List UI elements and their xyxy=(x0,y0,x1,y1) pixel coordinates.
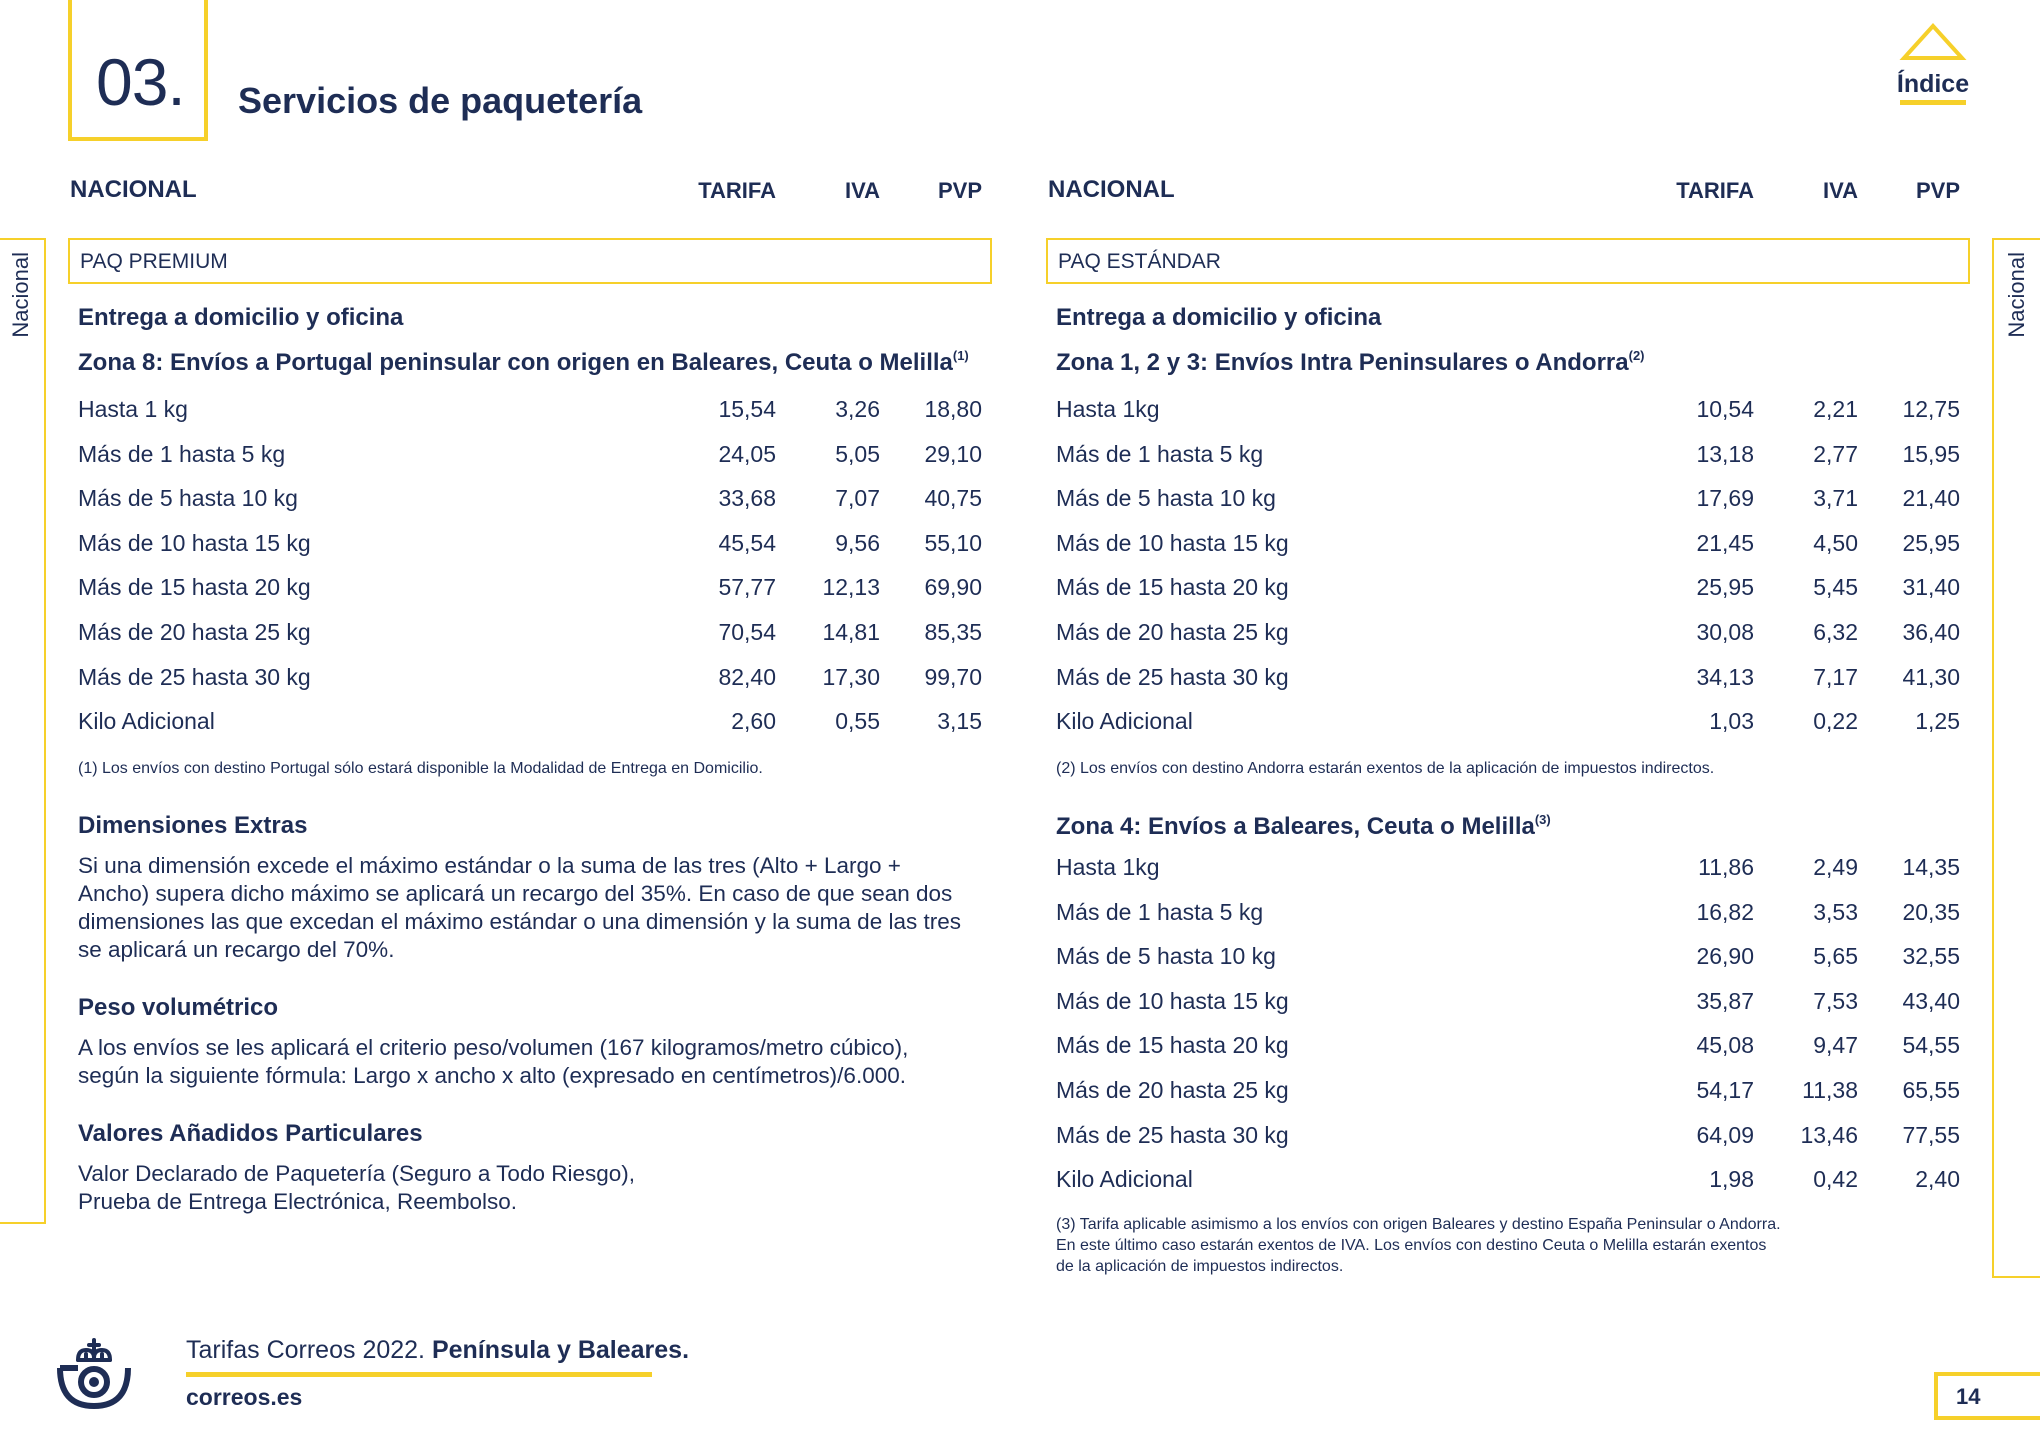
page-number: 14 xyxy=(1956,1384,1981,1409)
footer-title xyxy=(186,1336,689,1365)
rate-iva-value: 5,65 xyxy=(1813,943,1858,970)
triangle-up-icon xyxy=(1898,22,1968,62)
right-footnote-b-line-3: de la aplicación de impuestos indirectos. xyxy=(1056,1258,1344,1275)
rate-weight-label: Más de 25 hasta 30 kg xyxy=(78,663,311,690)
dimensions-text xyxy=(78,852,978,964)
volumetric-weight-line-2: según la siguiente fórmula: Largo x ancho x alto (expresado en centímetros)/6.000. xyxy=(78,1063,906,1088)
right-col-tarifa: TARIFA xyxy=(1676,178,1754,203)
right-zone-a-footnote-ref: (2) xyxy=(1628,348,1645,363)
rate-iva-value: 4,50 xyxy=(1813,529,1858,556)
rate-pvp-value: 31,40 xyxy=(1902,574,1960,601)
rate-weight-label: Hasta 1 kg xyxy=(78,396,188,422)
rate-pvp-value: 29,10 xyxy=(924,440,982,467)
dimensions-line-1: Si una dimensión excede el máximo estándar o la suma de las tres (Alto + Largo + xyxy=(78,853,901,878)
product-name: PAQ ESTÁNDAR xyxy=(1058,250,1221,273)
rate-tarifa-value: 30,08 xyxy=(1696,619,1754,645)
rate-tarifa-value: 16,82 xyxy=(1696,898,1754,925)
rate-tarifa-value: 54,17 xyxy=(1696,1077,1754,1103)
dimensions-line-4: se aplicará un recargo del 70%. xyxy=(78,937,395,962)
index-label: Índice xyxy=(1896,70,1970,98)
rate-iva-value: 0,55 xyxy=(835,708,880,735)
rate-pvp-value: 69,90 xyxy=(924,574,982,601)
rate-row xyxy=(78,483,992,519)
product-name: PAQ PREMIUM xyxy=(80,250,228,273)
rate-iva-value: 7,17 xyxy=(1813,663,1858,690)
added-values-line-2: Prueba de Entrega Electrónica, Reembolso. xyxy=(78,1189,518,1214)
rate-pvp-value: 65,55 xyxy=(1902,1077,1960,1103)
left-col-tarifa: TARIFA xyxy=(698,178,776,203)
volumetric-weight-title: Peso volumétrico xyxy=(78,994,279,1021)
rate-pvp-value: 20,35 xyxy=(1902,898,1960,925)
page-number-box xyxy=(1934,1372,2040,1420)
right-subtitle: Entrega a domicilio y oficina xyxy=(1056,304,1382,331)
rate-pvp-value: 25,95 xyxy=(1902,529,1960,556)
rate-weight-label: Kilo Adicional xyxy=(1056,708,1193,735)
correos-logo-icon xyxy=(56,1338,132,1410)
rate-row xyxy=(1056,941,1970,977)
rate-pvp-value: 32,55 xyxy=(1902,943,1960,970)
section-number: 03. xyxy=(96,45,185,119)
rate-row xyxy=(1056,483,1970,519)
rate-tarifa-value: 21,45 xyxy=(1696,529,1754,556)
right-zone-a-title-text: Zona 1, 2 y 3: Envíos Intra Peninsulares o Andorra xyxy=(1056,349,1629,376)
rate-pvp-value: 2,40 xyxy=(1915,1166,1960,1193)
right-footnote-b xyxy=(1056,1214,1781,1277)
rate-row xyxy=(1056,897,1970,933)
side-tab-right xyxy=(1992,238,2040,1278)
right-col-pvp: PVP xyxy=(1915,178,1960,203)
rate-pvp-value: 14,35 xyxy=(1902,854,1960,880)
dimensions-line-2: Ancho) supera dicho máximo se aplicará un recargo del 35%. En caso de que sean dos xyxy=(78,881,953,906)
left-subtitle: Entrega a domicilio y oficina xyxy=(78,304,404,331)
rate-iva-value: 5,05 xyxy=(835,440,880,467)
rate-weight-label: Más de 5 hasta 10 kg xyxy=(78,485,298,512)
rate-iva-value: 0,42 xyxy=(1813,1166,1858,1193)
rate-iva-value: 9,47 xyxy=(1813,1032,1858,1059)
side-tab-left-label: Nacional xyxy=(8,252,33,338)
rate-tarifa-value: 10,54 xyxy=(1696,396,1754,422)
rate-row xyxy=(78,706,992,742)
rate-row xyxy=(78,439,992,475)
page-title: Servicios de paquetería xyxy=(238,80,643,121)
rate-tarifa-value: 82,40 xyxy=(718,663,776,690)
rate-iva-value: 7,07 xyxy=(835,485,880,512)
rate-iva-value: 3,71 xyxy=(1813,485,1858,512)
left-heading: NACIONAL xyxy=(70,176,197,203)
rate-pvp-value: 43,40 xyxy=(1902,987,1960,1014)
rate-row xyxy=(1056,572,1970,608)
rate-weight-label: Más de 10 hasta 15 kg xyxy=(78,529,311,556)
rate-tarifa-value: 45,08 xyxy=(1696,1032,1754,1059)
rate-tarifa-value: 45,54 xyxy=(718,529,776,556)
rate-tarifa-value: 57,77 xyxy=(718,574,776,601)
rate-row xyxy=(1056,439,1970,475)
rate-tarifa-value: 33,68 xyxy=(718,485,776,512)
rate-iva-value: 7,53 xyxy=(1813,987,1858,1014)
product-box-estandar xyxy=(1046,238,1970,284)
rate-row xyxy=(78,572,992,608)
rate-row xyxy=(1056,662,1970,698)
left-zone-title xyxy=(78,348,969,377)
right-column xyxy=(1046,172,1970,1275)
rate-tarifa-value: 15,54 xyxy=(718,396,776,422)
footer-url-link[interactable]: correos.es xyxy=(186,1384,303,1410)
rate-iva-value: 3,26 xyxy=(835,396,880,422)
left-column-header xyxy=(68,172,992,216)
rate-tarifa-value: 2,60 xyxy=(731,708,776,735)
rate-row xyxy=(1056,1075,1970,1111)
section-number-box xyxy=(68,0,208,141)
rate-iva-value: 13,46 xyxy=(1800,1121,1858,1148)
rate-tarifa-value: 1,03 xyxy=(1709,708,1754,735)
rate-tarifa-value: 64,09 xyxy=(1696,1121,1754,1148)
rate-pvp-value: 15,95 xyxy=(1902,440,1960,467)
rate-weight-label: Más de 1 hasta 5 kg xyxy=(1056,898,1264,925)
rate-iva-value: 11,38 xyxy=(1802,1077,1858,1103)
rate-tarifa-value: 70,54 xyxy=(718,619,776,645)
rate-iva-value: 17,30 xyxy=(822,663,880,690)
rate-tarifa-value: 34,13 xyxy=(1696,663,1754,690)
rate-pvp-value: 41,30 xyxy=(1902,663,1960,690)
left-col-iva: IVA xyxy=(844,178,880,203)
left-zone-footnote-ref: (1) xyxy=(952,348,969,363)
rate-weight-label: Más de 15 hasta 20 kg xyxy=(78,574,311,601)
right-zone-a-title xyxy=(1056,348,1645,377)
rate-row xyxy=(78,617,992,653)
rate-weight-label: Más de 1 hasta 5 kg xyxy=(78,440,286,467)
rate-row xyxy=(78,394,992,430)
rate-tarifa-value: 17,69 xyxy=(1696,485,1754,512)
rate-row xyxy=(1056,1120,1970,1156)
rate-weight-label: Más de 20 hasta 25 kg xyxy=(1056,619,1289,645)
rate-weight-label: Más de 1 hasta 5 kg xyxy=(1056,440,1264,467)
rate-row xyxy=(1056,1164,1970,1200)
rate-tarifa-value: 26,90 xyxy=(1696,943,1754,970)
rate-weight-label: Más de 5 hasta 10 kg xyxy=(1056,943,1276,970)
footer-underline xyxy=(186,1372,652,1377)
rate-pvp-value: 1,25 xyxy=(1915,708,1960,735)
rate-weight-label: Más de 10 hasta 15 kg xyxy=(1056,987,1289,1014)
rate-row xyxy=(1056,394,1970,430)
rate-tarifa-value: 13,18 xyxy=(1696,440,1754,467)
rate-iva-value: 14,81 xyxy=(822,619,880,645)
index-link[interactable] xyxy=(1896,22,1970,106)
left-zone-title-text: Zona 8: Envíos a Portugal peninsular con origen en Baleares, Ceuta o Melilla xyxy=(78,349,953,376)
side-tab-left xyxy=(0,238,46,1224)
rate-pvp-value: 36,40 xyxy=(1902,619,1960,645)
volumetric-weight-line-1: A los envíos se les aplicará el criterio peso/volumen (167 kilogramos/metro cúbico), xyxy=(78,1035,909,1060)
rate-tarifa-value: 25,95 xyxy=(1696,574,1754,601)
volumetric-weight-text xyxy=(78,1034,978,1090)
index-underline xyxy=(1900,100,1966,105)
side-tab-right-label: Nacional xyxy=(2004,252,2029,338)
rate-iva-value: 2,49 xyxy=(1813,854,1858,880)
added-values-text xyxy=(78,1160,978,1216)
left-footnote: (1) Los envíos con destino Portugal sólo estará disponible la Modalidad de Entrega en Domicilio. xyxy=(78,760,763,777)
product-box-premium xyxy=(68,238,992,284)
rate-iva-value: 3,53 xyxy=(1813,898,1858,925)
rate-tarifa-value: 24,05 xyxy=(718,440,776,467)
rate-row xyxy=(78,662,992,698)
dimensions-line-3: dimensiones las que excedan el máximo estándar o una dimensión y la suma de las tres xyxy=(78,909,961,934)
added-values-title: Valores Añadidos Particulares xyxy=(78,1120,423,1147)
footer-title-light: Tarifas Correos 2022. xyxy=(186,1336,432,1364)
rate-pvp-value: 54,55 xyxy=(1902,1032,1960,1059)
rate-pvp-value: 99,70 xyxy=(924,663,982,690)
right-zone-b-title-text: Zona 4: Envíos a Baleares, Ceuta o Melilla xyxy=(1056,813,1535,840)
rate-iva-value: 5,45 xyxy=(1813,574,1858,601)
rate-weight-label: Más de 10 hasta 15 kg xyxy=(1056,529,1289,556)
right-footnote-a: (2) Los envíos con destino Andorra estarán exentos de la aplicación de impuestos indirectos. xyxy=(1056,760,1715,777)
dimensions-title: Dimensiones Extras xyxy=(78,812,308,839)
right-zone-b-title xyxy=(1056,812,1551,841)
rate-weight-label: Más de 15 hasta 20 kg xyxy=(1056,1032,1289,1059)
right-heading: NACIONAL xyxy=(1048,176,1175,203)
right-column-header xyxy=(1046,172,1970,216)
rate-pvp-value: 55,10 xyxy=(924,529,982,556)
right-footnote-b-line-1: (3) Tarifa aplicable asimismo a los envíos con origen Baleares y destino España Peninsular o Andorra. xyxy=(1056,1216,1781,1233)
rate-row xyxy=(1056,528,1970,564)
right-footnote-b-line-2: En este último caso estarán exentos de IVA. Los envíos con destino Ceuta o Melilla estarán exentos xyxy=(1056,1237,1767,1254)
rate-row xyxy=(1056,852,1970,888)
left-column xyxy=(68,172,992,1214)
rate-pvp-value: 3,15 xyxy=(937,708,982,735)
rate-row xyxy=(1056,1030,1970,1066)
rate-pvp-value: 85,35 xyxy=(924,619,982,645)
rate-weight-label: Más de 25 hasta 30 kg xyxy=(1056,663,1289,690)
rate-iva-value: 12,13 xyxy=(822,574,880,601)
rate-pvp-value: 21,40 xyxy=(1902,485,1960,512)
rate-weight-label: Más de 15 hasta 20 kg xyxy=(1056,574,1289,601)
rate-pvp-value: 77,55 xyxy=(1902,1121,1960,1148)
rate-iva-value: 0,22 xyxy=(1813,708,1858,735)
rate-weight-label: Kilo Adicional xyxy=(78,708,215,735)
rate-weight-label: Más de 5 hasta 10 kg xyxy=(1056,485,1276,512)
rate-row xyxy=(1056,617,1970,653)
rate-weight-label: Kilo Adicional xyxy=(1056,1166,1193,1193)
added-values-line-1: Valor Declarado de Paquetería (Seguro a Todo Riesgo), xyxy=(78,1161,636,1186)
footer-title-bold: Península y Baleares. xyxy=(431,1336,690,1364)
rate-weight-label: Más de 25 hasta 30 kg xyxy=(1056,1121,1289,1148)
rate-pvp-value: 18,80 xyxy=(924,396,982,422)
rate-weight-label: Más de 20 hasta 25 kg xyxy=(1056,1077,1289,1103)
rate-weight-label: Hasta 1kg xyxy=(1056,396,1160,422)
rate-pvp-value: 40,75 xyxy=(924,485,982,512)
rate-iva-value: 2,77 xyxy=(1813,440,1858,467)
rate-weight-label: Más de 20 hasta 25 kg xyxy=(78,619,311,645)
right-zone-b-footnote-ref: (3) xyxy=(1534,812,1551,827)
right-col-iva: IVA xyxy=(1822,178,1858,203)
rate-iva-value: 9,56 xyxy=(835,529,880,556)
rate-weight-label: Hasta 1kg xyxy=(1056,854,1160,880)
rate-row xyxy=(78,528,992,564)
left-col-pvp: PVP xyxy=(937,178,982,203)
rate-tarifa-value: 11,86 xyxy=(1698,854,1754,880)
rate-row xyxy=(1056,986,1970,1022)
rate-iva-value: 6,32 xyxy=(1813,619,1858,645)
rate-row xyxy=(1056,706,1970,742)
rate-iva-value: 2,21 xyxy=(1813,396,1858,422)
rate-pvp-value: 12,75 xyxy=(1902,396,1960,422)
rate-tarifa-value: 35,87 xyxy=(1696,987,1754,1014)
rate-tarifa-value: 1,98 xyxy=(1709,1166,1754,1193)
